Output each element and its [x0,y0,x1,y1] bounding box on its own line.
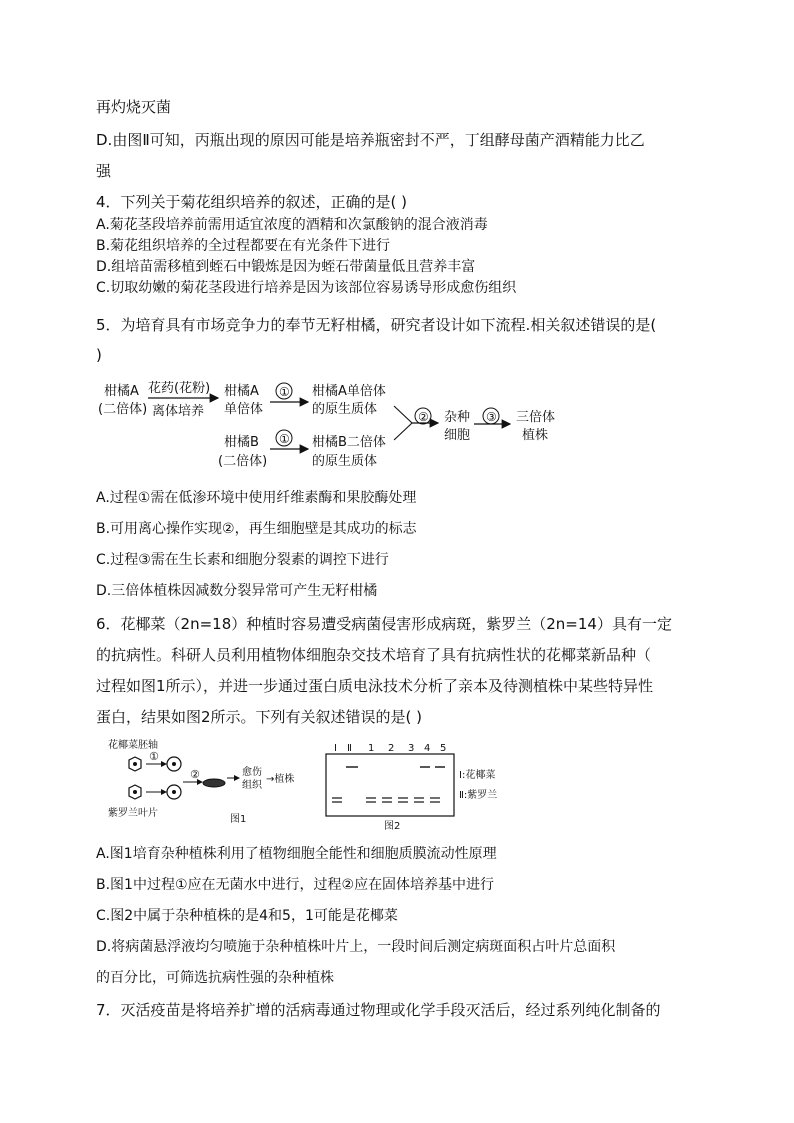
lane-I: Ⅰ [334,743,337,754]
fig2-caption: 图2 [384,821,401,832]
citrus-a-haploid-line2: 单倍体 [224,402,264,417]
anther-culture-top: 花药(花粉) [148,381,211,396]
fig1-callus-line1: 愈伤 [242,767,262,778]
step2-label: ② [418,410,429,424]
q3-option-d: D.由图Ⅱ可知，丙瓶出现的原因可能是培养瓶密封不严，丁组酵母菌产酒精能力比乙 [96,131,645,149]
q4-option-d: D.组培苗需移植到蛭石中锻炼是因为蛭石带菌量低且营养丰富 [96,259,476,275]
lane-2: 2 [388,743,395,754]
q6-option-d: D.将病菌悬浮液均匀喷施于杂种植株叶片上，一段时间后测定病斑面积占叶片总面积 [96,939,616,955]
q6-figure1 [106,738,316,828]
q5-flow-diagram [96,378,616,478]
fig1-top-label: 花椰菜胚轴 [108,740,158,751]
q4-option-c: C.切取幼嫩的菊花茎段进行培养是因为该部位容易诱导形成愈伤组织 [96,280,517,296]
fig1-bottom-label: 紫罗兰叶片 [108,808,158,819]
citrus-a-label: 柑橘A [104,384,139,399]
triploid-plant-line2: 植株 [522,428,549,443]
callus-dish [203,779,225,787]
fig2-legend-2: Ⅱ:紫罗兰 [459,790,498,801]
q6-stem-line1: 6．花椰菜（2n=18）种植时容易遭受病菌侵害形成病斑，紫罗兰（2n=14）具有一定 [96,615,672,633]
step1-label-top: ① [279,385,290,399]
citrus-a-ploidy: (二倍体) [98,402,148,417]
fig1-callus-line2: 组织 [242,780,262,791]
fig1-caption: 图1 [230,814,247,825]
q4-option-a: A.菊花茎段培养前需用适宜浓度的酒精和次氯酸钠的混合液消毒 [96,217,488,233]
triploid-plant-line1: 三倍体 [516,410,556,425]
q6-option-d-cont: 的百分比，可筛选抗病性强的杂种植株 [96,970,334,986]
gel-frame [326,754,454,816]
q6-option-b: B.图1中过程①应在无菌水中进行，过程②应在固体培养基中进行 [96,877,495,893]
q5-option-c: C.过程③需在生长素和细胞分裂素的调控下进行 [96,552,389,568]
citrus-a-protoplast-line2: 的原生质体 [312,402,378,417]
lane-II: Ⅱ [347,743,352,754]
q7-stem: 7．灭活疫苗是将培养扩增的活病毒通过物理或化学手段灭活后，经过系列纯化制备的 [96,1001,661,1019]
hybrid-cell-line1: 杂种 [444,410,471,425]
hybrid-cell-line2: 细胞 [444,428,471,443]
citrus-b-protoplast-line2: 的原生质体 [312,454,378,469]
q6-option-a: A.图1培育杂种植株利用了植物细胞全能性和细胞质膜流动性原理 [96,846,497,862]
lower-bands [332,798,440,802]
anther-culture-bottom: 离体培养 [152,404,205,419]
q4-stem: 4．下列关于菊花组织培养的叙述，正确的是( ) [96,193,408,211]
fig2-legend-1: Ⅰ:花椰菜 [459,770,496,781]
citrus-b-protoplast-line1: 柑橘B二倍体 [312,435,386,450]
fig1-plant: →植株 [266,774,295,785]
lane-3: 3 [408,743,415,754]
fig1-step2: ② [190,768,200,781]
citrus-a-haploid-line1: 柑橘A [224,384,259,399]
citrus-a-protoplast-line1: 柑橘A单倍体 [312,384,386,399]
lane-4: 4 [424,743,431,754]
q5-option-b: B.可用离心操作实现②，再生细胞壁是其成功的标志 [96,521,417,537]
q6-figure2 [322,740,522,835]
q4-option-b: B.菊花组织培养的全过程都要在有光条件下进行 [96,238,391,254]
fig1-step1: ① [149,750,159,763]
step1-label-bottom: ① [279,432,290,446]
q5-stem-line2: ) [96,346,102,364]
q5-stem-line1: 5．为培育具有市场竞争力的奉节无籽柑橘，研究者设计如下流程.相关叙述错误的是( [96,316,657,334]
q3-tail-line1: 再灼烧灭菌 [96,98,172,116]
step3-label: ③ [486,410,497,424]
lane-1: 1 [368,743,375,754]
q5-option-a: A.过程①需在低渗环境中使用纤维素酶和果胶酶处理 [96,490,417,506]
citrus-b-ploidy: (二倍体) [218,454,268,469]
citrus-b-label: 柑橘B [224,435,259,450]
q6-stem-line4: 蛋白，结果如图2所示。下列有关叙述错误的是( ) [96,708,423,726]
q6-option-c: C.图2中属于杂种植株的是4和5，1可能是花椰菜 [96,908,398,924]
merge-lines [394,406,412,440]
q3-option-d-cont: 强 [96,162,112,180]
q5-option-d: D.三倍体植株因减数分裂异常可产生无籽柑橘 [96,583,378,599]
q6-stem-line3: 过程如图1所示），并进一步通过蛋白质电泳技术分析了亲本及待测植株中某些特异性 [96,677,654,695]
q6-stem-line2: 的抗病性。科研人员利用植物体细胞杂交技术培育了具有抗病性状的花椰菜新品种（ [96,646,652,664]
lane-5: 5 [440,743,447,754]
